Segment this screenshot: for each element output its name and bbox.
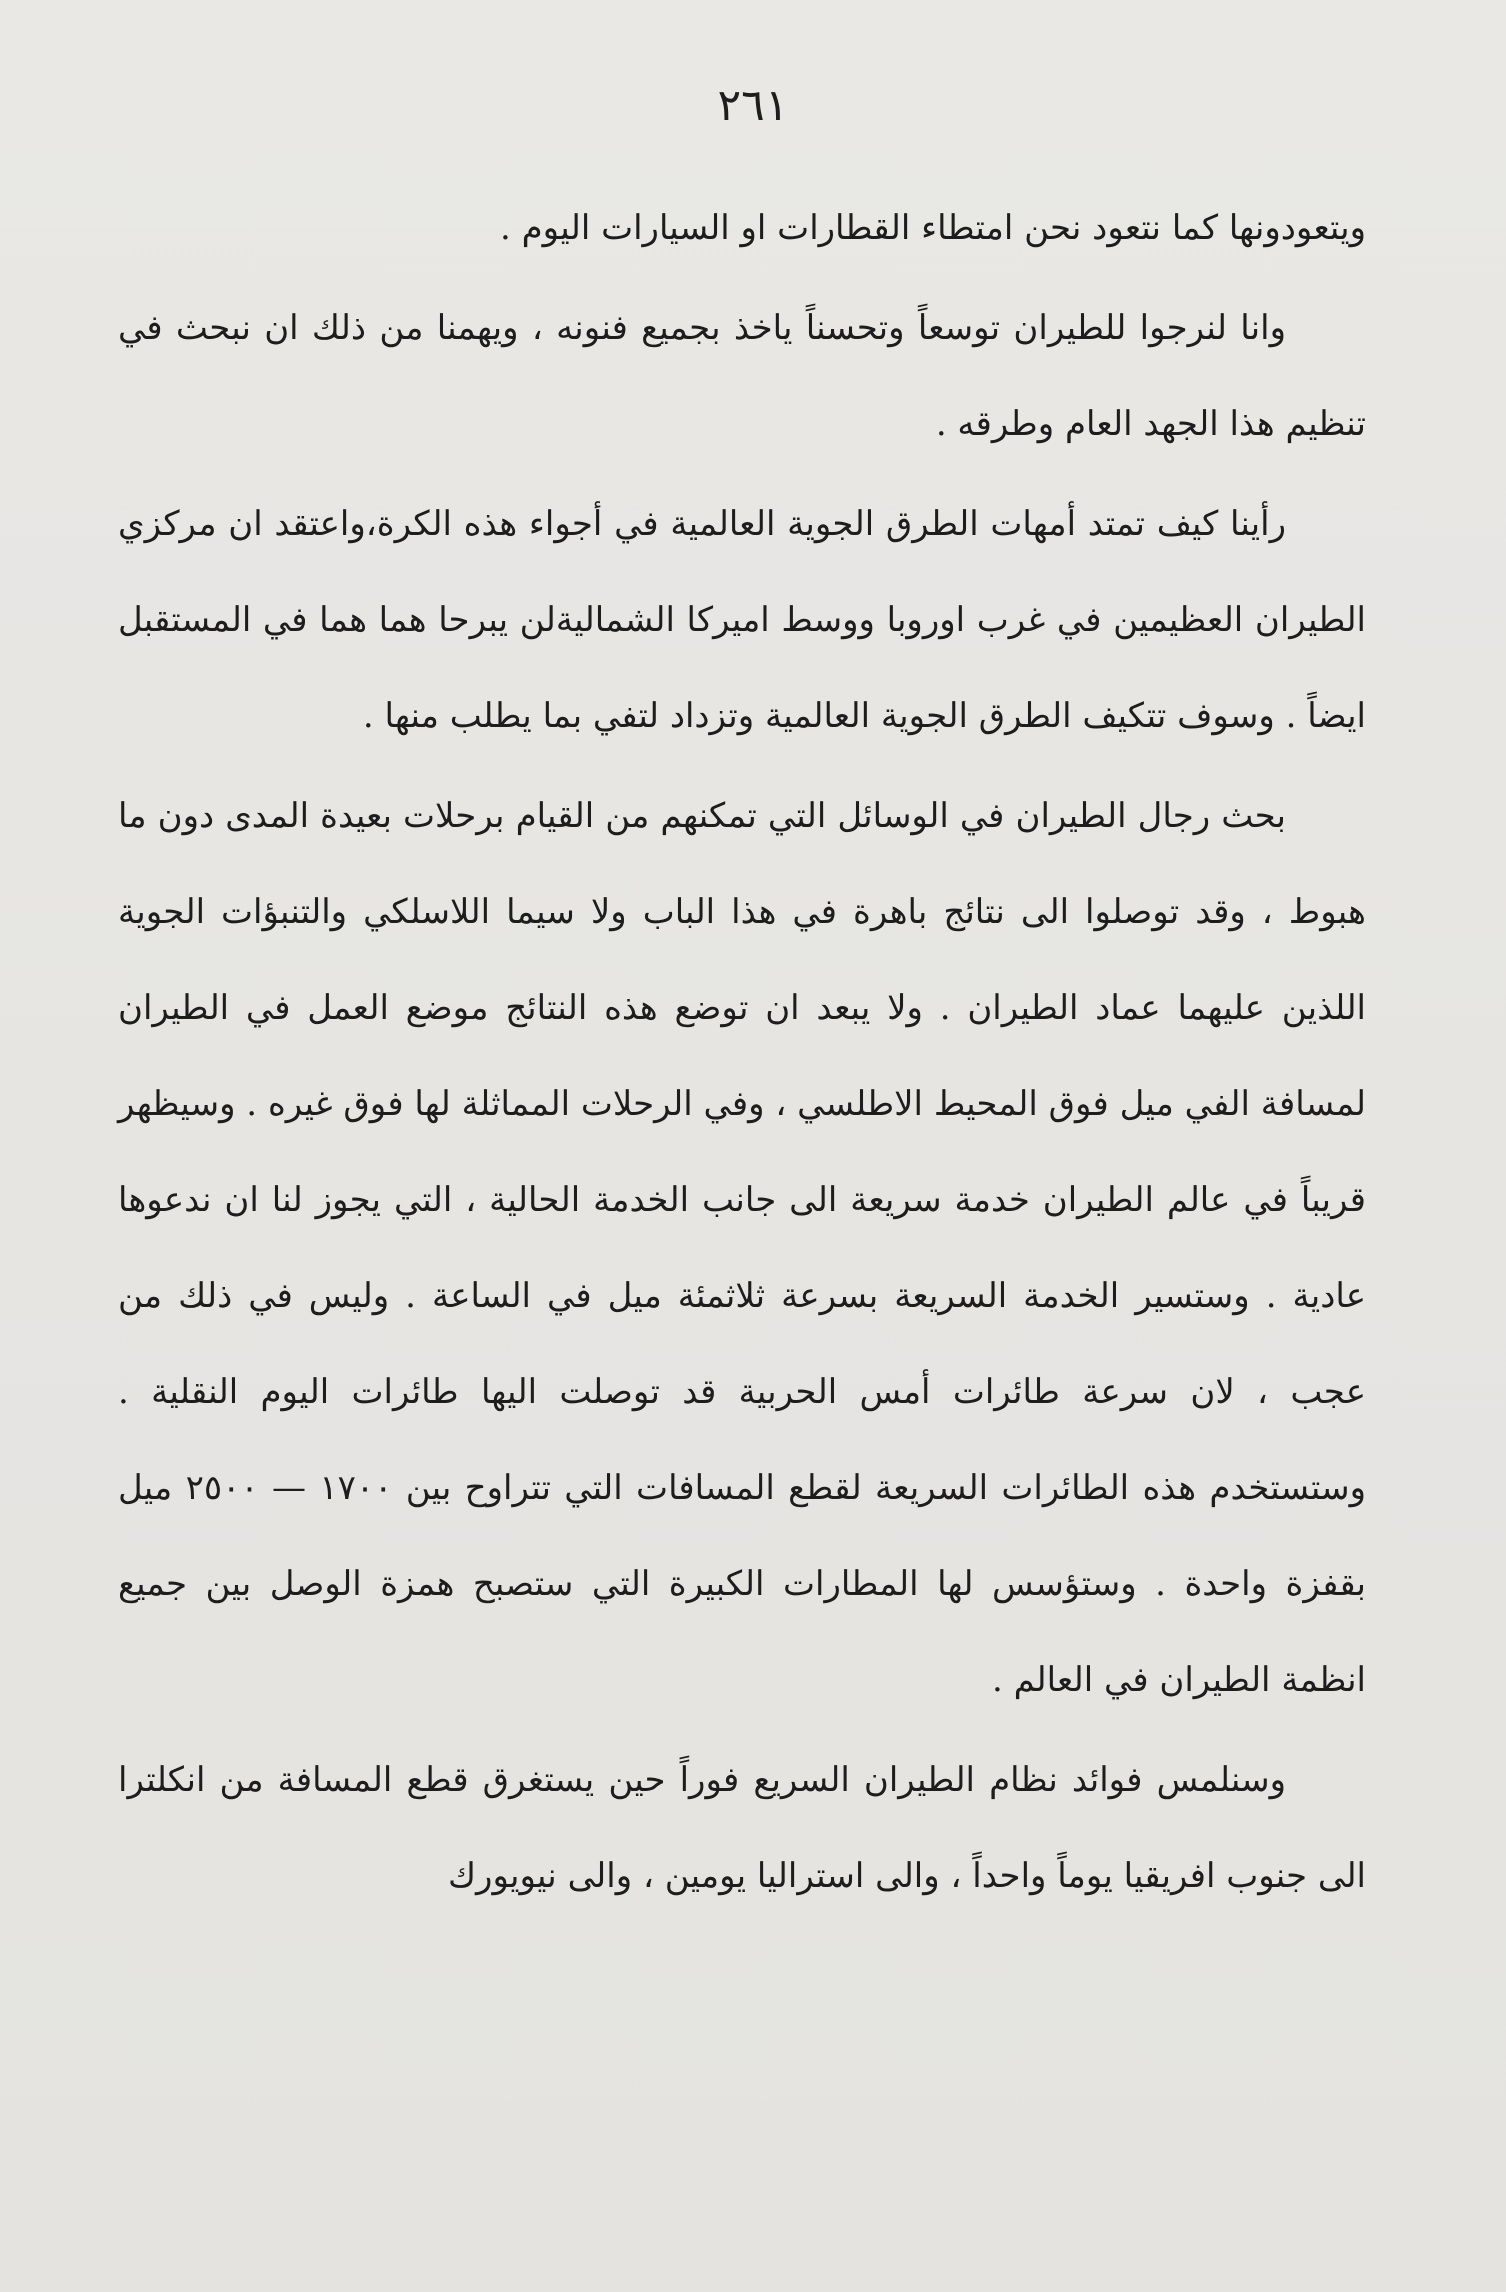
paragraph-4: بحث رجال الطيران في الوسائل التي تمكنهم من القيام برحلات بعيدة المدى دون ما هبوط ، وقد توصلوا الى نتائج باهرة في هذا الباب ولا سيما اللاسلكي والتنبؤات الجوية اللذين عليهما عماد الطيران . ولا يبعد ان توضع هذه النتائج موضع العمل في الطيران لمسافة الفي ميل فوق المحيط الاطلسي ، وفي الرحلات المماثلة لها فوق غيره . وسيظهر قريباً في عالم الطيران خدمة سريعة الى جانب الخدمة الحالية ، التي يجوز لنا ان ندعوها عادية . وستسير الخدمة السريعة بسرعة ثلاثمئة ميل في الساعة . وليس في ذلك من عجب ، لان سرعة طائرات أمس الحربية قد توصلت اليها طائرات اليوم النقلية . وستستخدم هذه الطائرات السريعة لقطع المسافات التي تتراوح بين ١٧٠٠ — ٢٥٠٠ ميل بقفزة واحدة . وستؤسس لها المطارات الكبيرة التي ستصبح همزة الوصل بين جميع انظمة الطيران في العالم .: [118, 796, 1367, 1700]
paragraph-1: ويتعودونها كما نتعود نحن امتطاء القطارات او السيارات اليوم .: [499, 208, 1366, 248]
paragraph-5: وسنلمس فوائد نظام الطيران السريع فوراً حين يستغرق قطع المسافة من انكلترا الى جنوب افريقيا يوماً واحداً ، والى استراليا يومين ، والى نيويورك: [118, 1760, 1366, 1896]
page-number: ٢٦١: [717, 80, 789, 131]
paragraph-3: رأينا كيف تمتد أمهات الطرق الجوية العالمية في أجواء هذه الكرة،واعتقد ان مركزي الطيران العظيمين في غرب اوروبا ووسط اميركا الشماليةلن يبرحا هما هما في المستقبل ايضاً . وسوف تتكيف الطرق الجوية العالمية وتزداد لتفي بما يطلب منها .: [118, 504, 1366, 736]
paragraph-2: وانا لنرجوا للطيران توسعاً وتحسناً ياخذ بجميع فنونه ، ويهمنا من ذلك ان نبحث في تنظيم هذا الجهد العام وطرقه .: [118, 308, 1366, 444]
body-text: [118, 180, 1366, 1924]
